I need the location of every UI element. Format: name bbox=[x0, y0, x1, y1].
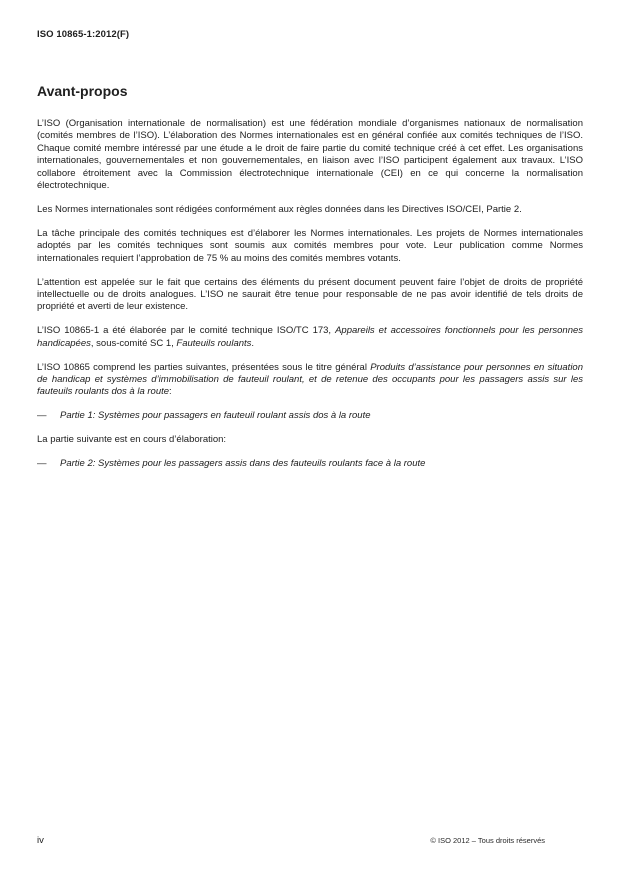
list-dash: — bbox=[37, 410, 47, 422]
list-item-text: Partie 2: Systèmes pour les passagers assis dans des fauteuils roulants face à la route bbox=[60, 458, 426, 470]
list-item-part-2 bbox=[37, 458, 583, 470]
document-header bbox=[37, 29, 129, 40]
paragraph-iso-foundation: L’ISO (Organisation internationale de normalisation) est une fédération mondiale d’organismes nationaux de normalisation (comités membres de l’ISO). L’élaboration des Normes internationales est en général confiée aux comités techniques de l’ISO. Chaque comité membre intéressé par une étude a le droit de faire partie du comité technique créé à cet effet. Les organisations internationales, gouvernementales et non gouvernementales, en liaison avec l’ISO participent également aux travaux. L’ISO collabore étroitement avec la Commission électrotechnique internationale (CEI) en ce qui concerne la normalisation électrotechnique. bbox=[37, 118, 583, 192]
paragraph-committees-task: La tâche principale des comités techniques est d’élaborer les Normes internationales. Les projets de Normes internationales adoptés par les comités techniques sont soumis aux comités membres pour vote. Leur publication comme Normes internationales requiert l’approbation de 75 % au moins des comités membres votants. bbox=[37, 227, 583, 264]
page-number: iv bbox=[37, 835, 44, 846]
paragraph-technical-committee: L’ISO 10865-1 a été élaborée par le comité technique ISO/TC 173, Appareils et accessoires fonctionnels pour les personnes handicapées, sous-comité SC 1, Fauteuils roulants. bbox=[37, 325, 584, 349]
paragraph-directives: Les Normes internationales sont rédigées conformément aux règles données dans les Directives ISO/CEI, Partie 2. bbox=[37, 203, 522, 215]
list-item-part-1 bbox=[37, 410, 583, 422]
paragraph-under-preparation: La partie suivante est en cours d’élaboration: bbox=[37, 434, 227, 446]
document-footer bbox=[37, 835, 583, 846]
document-body bbox=[37, 84, 583, 482]
list-item-text: Partie 1: Systèmes pour passagers en fauteuil roulant assis dos à la route bbox=[60, 410, 371, 422]
paragraph-property-rights: L’attention est appelée sur le fait que certains des éléments du présent document peuvent faire l’objet de droits de propriété intellectuelle ou de droits analogues. L’ISO ne saurait être tenue pour responsable de ne pas avoir identifié de tels droits de propriété et averti de leur existence. bbox=[37, 276, 583, 313]
copyright-notice: © ISO 2012 – Tous droits réservés bbox=[430, 836, 545, 845]
paragraph-series-general-title: L’ISO 10865 comprend les parties suivantes, présentées sous le titre général Produits d’assistance pour personnes en situation de handicap et systèmes d’immobilisation de fauteuil roulant, et de retenue des occupants pour les passagers assis sur les fauteuils roulants dos à la route: bbox=[37, 361, 583, 398]
list-dash: — bbox=[37, 458, 47, 470]
page-title: Avant-propos bbox=[37, 83, 128, 99]
document-reference: ISO 10865-1:2012(F) bbox=[37, 29, 130, 40]
